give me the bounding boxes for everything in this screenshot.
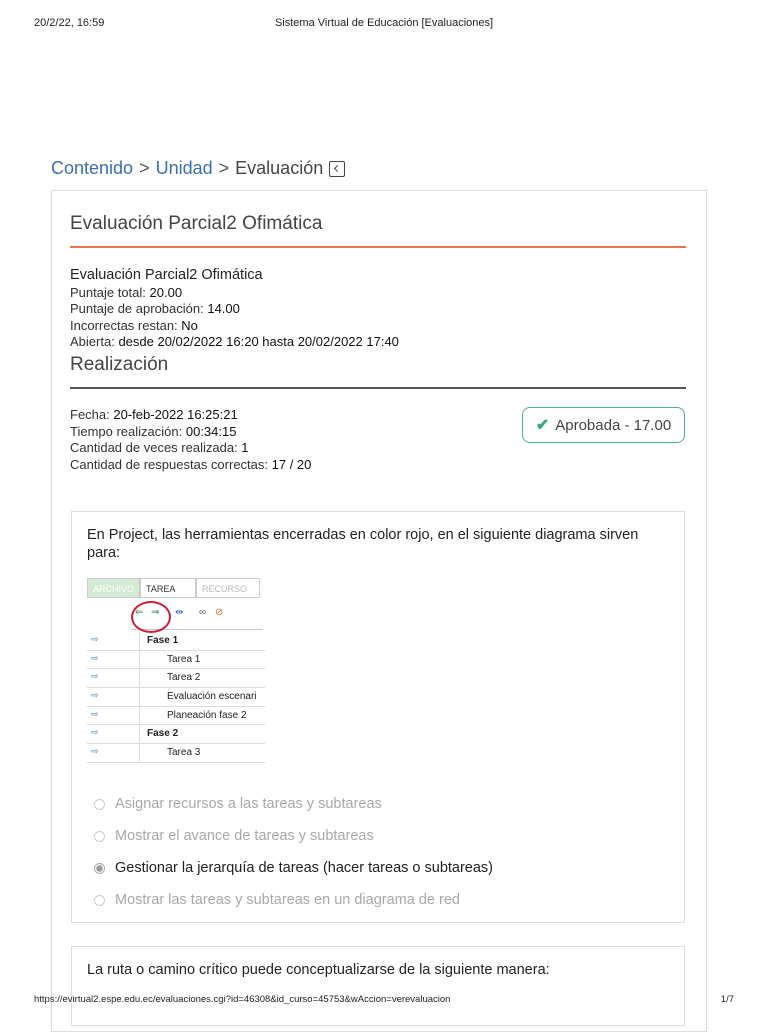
project-ribbon-image <box>87 576 265 758</box>
status-text: Aprobada - 17.00 <box>555 416 672 434</box>
task-row <box>87 669 265 688</box>
option-label: Mostrar las tareas y subtareas en un diagrama de red <box>115 892 460 908</box>
red-highlight-circle <box>131 601 171 633</box>
evaluation-info <box>70 267 399 351</box>
title-divider <box>70 246 686 248</box>
section-divider <box>70 387 686 389</box>
info-label: Fecha: <box>70 407 110 422</box>
breadcrumb-current: Evaluación <box>235 158 324 178</box>
task-name: Tarea 3 <box>167 747 201 759</box>
aprobacion-value: 14.00 <box>207 301 240 316</box>
veces-value: 1 <box>241 440 249 455</box>
question-text: La ruta o camino crítico puede conceptualizarse de la siguiente manera: <box>87 962 550 978</box>
breadcrumb-separator: > <box>218 158 230 178</box>
print-url: https://evirtual2.espe.edu.ec/evaluaciones.cgi?id=46308&id_curso=45753&wAccion=verevaluacion <box>34 994 451 1005</box>
abierta-value: desde 20/02/2022 16:20 hasta 20/02/2022 17:40 <box>118 334 399 349</box>
radio-button-selected[interactable] <box>94 863 105 874</box>
task-name: Fase 1 <box>147 635 179 646</box>
info-label: Incorrectas restan: <box>70 317 178 333</box>
answer-option[interactable] <box>94 820 493 852</box>
task-row <box>87 707 265 726</box>
task-row <box>87 651 265 670</box>
breadcrumb <box>51 158 345 179</box>
task-indicator-icon: ⇨ <box>91 634 99 644</box>
check-icon: ✔ <box>535 417 550 434</box>
fecha-value: 20-feb-2022 16:25:21 <box>113 407 238 422</box>
task-indicator-icon: ⇨ <box>91 671 99 682</box>
task-indicator-icon: ⇨ <box>91 690 99 701</box>
question-card <box>71 946 685 1026</box>
breadcrumb-separator: > <box>139 158 150 178</box>
status-badge <box>522 407 685 443</box>
correctas-value: 17 / 20 <box>271 456 312 472</box>
indent-icon: ⇒ <box>151 607 160 618</box>
task-name: Fase 2 <box>147 728 179 740</box>
evaluation-heading: Evaluación Parcial2 Ofimática <box>70 267 263 283</box>
puntaje-total-value: 20.00 <box>149 284 183 300</box>
question-card <box>71 511 685 923</box>
ribbon-tab-archivo: ARCHIVO <box>87 578 140 598</box>
info-label: Puntaje total: <box>70 284 146 300</box>
link-icon: ∞ <box>199 607 207 618</box>
task-name: Evaluación escenari <box>167 691 257 703</box>
print-datetime: 20/2/22, 16:59 <box>34 17 105 29</box>
task-name: Tarea 2 <box>167 672 201 684</box>
ribbon-tab-recurso: RECURSO <box>196 578 260 598</box>
page-title: Evaluación Parcial2 Ofimática <box>70 213 323 234</box>
task-name: Tarea 1 <box>167 653 201 665</box>
info-label: Abierta: <box>70 334 115 349</box>
info-label: Cantidad de veces realizada: <box>70 440 238 455</box>
realizacion-info <box>70 407 311 473</box>
task-rows <box>87 632 265 763</box>
option-label: Asignar recursos a las tareas y subtareas <box>115 796 382 812</box>
unlink-icon: ⊘ <box>215 607 224 618</box>
incorrectas-value: No <box>181 317 198 333</box>
radio-button[interactable] <box>94 831 105 842</box>
print-title: Sistema Virtual de Educación [Evaluaciones] <box>274 17 494 29</box>
option-label: Gestionar la jerarquía de tareas (hacer tareas o subtareas) <box>115 860 494 876</box>
task-row <box>87 725 265 744</box>
info-label: Cantidad de respuestas correctas: <box>70 456 268 472</box>
task-indicator-icon: ⇨ <box>91 746 99 757</box>
option-label: Mostrar el avance de tareas y subtareas <box>115 828 374 844</box>
breadcrumb-unidad-link[interactable]: Unidad <box>155 158 213 178</box>
task-indicator-icon: ⇨ <box>91 708 99 719</box>
realizacion-title: Realización <box>70 354 169 375</box>
evaluation-panel <box>51 190 707 1032</box>
task-row <box>87 632 265 651</box>
answer-option-selected[interactable] <box>94 852 493 884</box>
ribbon-tabs <box>87 578 260 598</box>
task-row <box>87 688 265 707</box>
info-label: Puntaje de aprobación: <box>70 301 204 316</box>
question-text: En Project, las herramientas encerradas en color rojo, en el siguiente diagrama sirven para: <box>87 527 639 561</box>
info-label: Tiempo realización: <box>70 423 183 439</box>
task-indicator-icon: ⇨ <box>91 652 99 663</box>
task-indicator-icon: ⇨ <box>91 727 99 738</box>
answer-option[interactable] <box>94 788 493 820</box>
outdent-icon: ⇐ <box>135 607 144 618</box>
radio-button[interactable] <box>94 895 105 906</box>
radio-button[interactable] <box>94 799 105 810</box>
ribbon-tab-tarea: TAREA <box>140 578 196 598</box>
answer-option[interactable] <box>94 884 493 916</box>
print-page-number: 1/7 <box>720 994 734 1005</box>
back-icon[interactable] <box>329 161 345 177</box>
answer-options <box>94 788 493 916</box>
tiempo-value: 00:34:15 <box>185 423 237 439</box>
breadcrumb-contenido-link[interactable]: Contenido <box>51 158 134 178</box>
task-name: Planeación fase 2 <box>167 709 247 721</box>
task-row <box>87 744 265 763</box>
split-icon: ⇹ <box>175 607 184 618</box>
